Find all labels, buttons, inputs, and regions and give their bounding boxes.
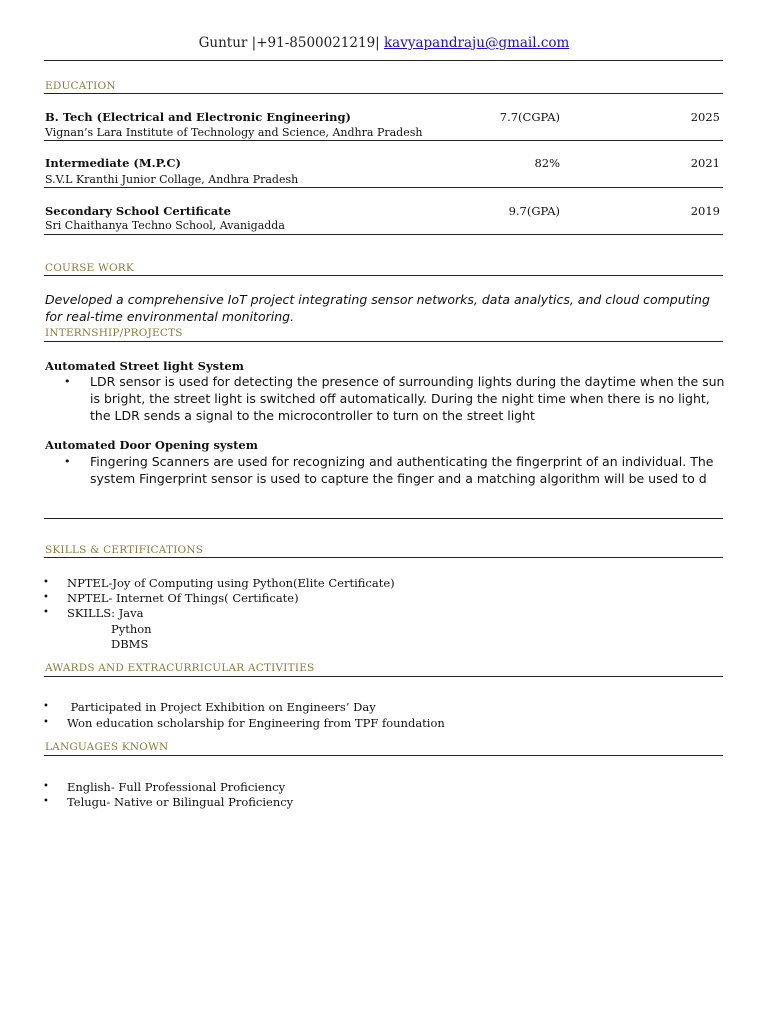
skill-sub-item: Python: [111, 622, 152, 636]
contact-line: [0, 35, 768, 51]
project-description: LDR sensor is used for detecting the presence of surrounding lights during the daytime when the sun is bright, the street light is switched off automatically. During the night time when there is no light, the LDR sends a signal to the microcontroller to turn on the street light: [90, 374, 725, 423]
project-description: Fingering Scanners are used for recognizing and authenticating the fingerprint of an individual. The system Fingerprint sensor is used to capture the finger and a matching algorithm will be used to d: [90, 454, 714, 486]
education-institute: S.V.L Kranthi Junior Collage, Andhra Pradesh: [45, 173, 299, 186]
education-score: 9.7(GPA): [508, 204, 560, 218]
divider: [44, 234, 723, 235]
education-degree: Intermediate (M.P.C): [45, 156, 181, 170]
bullet-icon: •: [64, 375, 71, 388]
section-title-languages: LANGUAGES KNOWN: [45, 741, 169, 753]
skill-item: NPTEL- Internet Of Things( Certificate): [67, 591, 299, 605]
project-title: Automated Street light System: [45, 359, 244, 373]
divider: [44, 140, 723, 141]
contact-text: Guntur |+91-8500021219|: [198, 35, 384, 51]
skill-sub-item: DBMS: [111, 637, 149, 651]
divider: [44, 676, 723, 677]
language-item: Telugu- Native or Bilingual Proficiency: [67, 795, 294, 809]
section-title-internship: INTERNSHIP/PROJECTS: [45, 327, 183, 339]
bullet-icon: •: [43, 701, 49, 712]
divider: [44, 187, 723, 188]
divider: [44, 755, 723, 756]
divider: [44, 60, 723, 61]
bullet-icon: •: [43, 592, 49, 603]
bullet-icon: •: [64, 455, 71, 468]
education-institute: Sri Chaithanya Techno School, Avanigadda: [45, 219, 285, 232]
skill-item: NPTEL-Joy of Computing using Python(Elite Certificate): [67, 576, 395, 590]
education-score: 7.7(CGPA): [499, 110, 560, 124]
bullet-icon: •: [43, 781, 49, 792]
divider: [44, 341, 723, 342]
bullet-icon: •: [43, 796, 49, 807]
section-title-education: EDUCATION: [45, 80, 116, 92]
divider: [44, 93, 723, 94]
section-title-course-work: COURSE WORK: [45, 262, 134, 274]
bullet-icon: •: [43, 717, 49, 728]
section-title-skills: SKILLS & CERTIFICATIONS: [45, 544, 204, 556]
education-score: 82%: [534, 156, 560, 170]
divider: [44, 275, 723, 276]
course-work-text: Developed a comprehensive IoT project integrating sensor networks, data analytics, and cloud computing for real-time environmental monitoring.: [45, 292, 710, 324]
education-degree: B. Tech (Electrical and Electronic Engineering): [45, 110, 351, 124]
divider: [44, 557, 723, 558]
bullet-icon: •: [43, 607, 49, 618]
divider: [44, 518, 723, 519]
education-degree: Secondary School Certificate: [45, 204, 231, 218]
education-year: 2025: [690, 110, 720, 124]
award-item: Won education scholarship for Engineering from TPF foundation: [67, 716, 445, 730]
award-item: Participated in Project Exhibition on Engineers’ Day: [67, 700, 376, 714]
project-title: Automated Door Opening system: [45, 438, 258, 452]
section-title-awards: AWARDS AND EXTRACURRICULAR ACTIVITIES: [45, 662, 315, 674]
email-link[interactable]: kavyapandraju@gmail.com: [384, 35, 570, 51]
education-year: 2019: [690, 204, 720, 218]
skill-item: SKILLS: Java: [67, 606, 144, 620]
language-item: English- Full Professional Proficiency: [67, 780, 286, 794]
education-institute: Vignan’s Lara Institute of Technology and Science, Andhra Pradesh: [45, 126, 423, 139]
education-year: 2021: [690, 156, 720, 170]
bullet-icon: •: [43, 577, 49, 588]
